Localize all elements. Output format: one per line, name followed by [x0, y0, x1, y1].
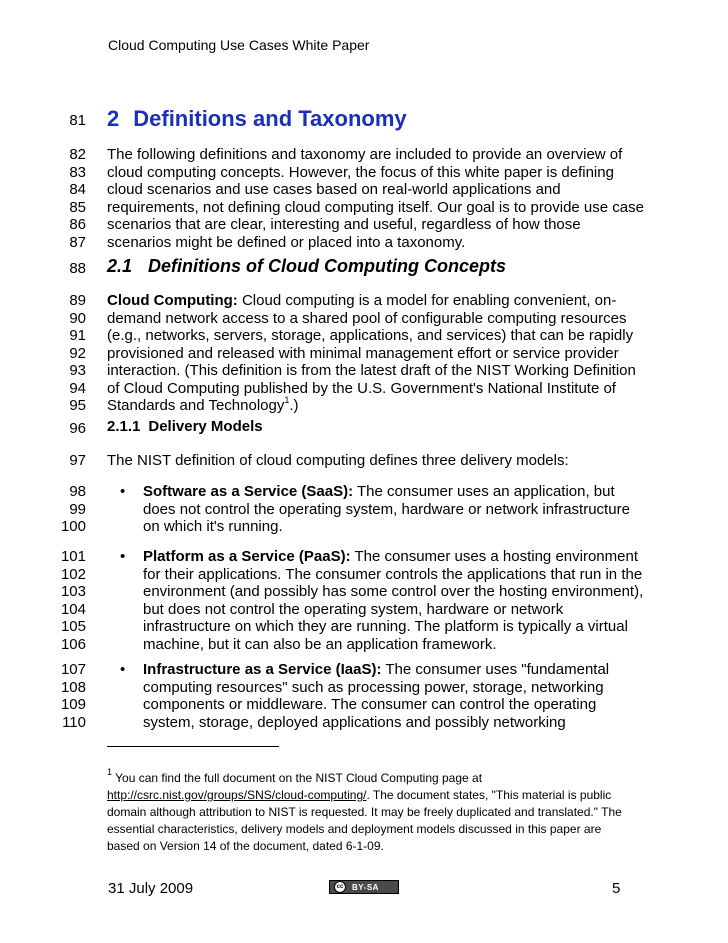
text-line: interaction. (This definition is from the latest draft of the NIST Working Definition	[107, 362, 636, 379]
line-number: 91	[69, 327, 86, 344]
line-number: 93	[69, 362, 86, 379]
line-number: 108	[60, 678, 86, 696]
bullet-text: The consumer uses "fundamental	[381, 661, 610, 678]
text-line: on which it's running.	[143, 518, 283, 535]
line-number: 82	[69, 146, 86, 163]
line-number: 109	[60, 696, 86, 713]
line-number: 95	[69, 397, 86, 414]
subsubsection-title: Delivery Models	[148, 418, 263, 435]
footer-date: 31 July 2009	[108, 880, 194, 897]
section-title: Definitions and Taxonomy	[133, 106, 407, 131]
line-number: 87	[69, 233, 86, 251]
line-number: 107	[60, 661, 86, 678]
footnote-line: based on Version 14 of the document, dated 6-1-09.	[107, 839, 384, 853]
text-line: infrastructure on which they are running. The platform is typically a virtual	[143, 618, 628, 635]
section-number: 2	[107, 106, 120, 131]
line-number: 81	[69, 112, 86, 129]
bullet-term: Infrastructure as a Service (IaaS):	[143, 661, 382, 678]
line-number: 102	[60, 565, 86, 583]
line-number: 89	[69, 292, 86, 309]
text-line: does not control the operating system, hardware or network infrastructure	[143, 500, 630, 518]
bullet-term: Platform as a Service (PaaS):	[143, 548, 351, 565]
line-number: 103	[60, 583, 86, 600]
license-text: BY-SA	[352, 882, 379, 892]
definition-text: Cloud computing is a model for enabling convenient, on-	[237, 292, 617, 309]
page-number: 5	[612, 880, 621, 897]
bullet-term: Software as a Service (SaaS):	[143, 483, 354, 500]
text-line: components or middleware. The consumer can control the operating	[143, 696, 597, 713]
running-header: Cloud Computing Use Cases White Paper	[108, 37, 370, 53]
delivery-intro: The NIST definition of cloud computing defines three delivery models:	[107, 452, 569, 469]
bullet-text: The consumer uses a hosting environment	[350, 548, 638, 565]
text-line: of Cloud Computing published by the U.S. Government's National Institute of	[107, 379, 616, 397]
line-number: 98	[69, 483, 86, 500]
footnote-mark: 1	[107, 767, 113, 777]
text-line: (e.g., networks, servers, storage, applications, and services) that can be rapidly	[107, 327, 634, 344]
footnote-reference[interactable]: 1	[284, 395, 290, 405]
text-line: environment (and possibly has some control over the hosting environment),	[143, 583, 644, 600]
line-number: 104	[60, 600, 86, 618]
text-line: demand network access to a shared pool of configurable computing resources	[107, 309, 627, 327]
footnote-line: essential characteristics, delivery models and deployment models discussed in this paper are	[107, 822, 602, 836]
line-number: 96	[69, 420, 86, 437]
text-line	[143, 661, 609, 679]
subsubsection-heading	[107, 418, 263, 435]
subsection-heading	[107, 256, 506, 277]
line-number: 105	[60, 618, 86, 635]
text-line: but does not control the operating system, hardware or network	[143, 600, 564, 618]
line-number: 101	[60, 548, 86, 565]
footnote-text: You can find the full document on the NIST Cloud Computing page at	[112, 771, 483, 785]
text-line	[107, 397, 299, 415]
line-number: 110	[62, 713, 86, 731]
text-line: machine, but it can also be an application framework.	[143, 635, 497, 653]
nist-link[interactable]: http://csrc.nist.gov/groups/SNS/cloud-computing/	[107, 788, 367, 802]
text-line	[107, 292, 616, 310]
text-line: system, storage, deployed applications and possibly networking	[143, 713, 566, 731]
text-line: provisioned and released with minimal management effort or service provider	[107, 344, 619, 362]
line-number: 97	[69, 452, 86, 469]
text-line: requirements, not defining cloud computing itself. Our goal is to provide use case	[107, 198, 644, 216]
footnote-separator	[107, 746, 279, 747]
subsection-title: Definitions of Cloud Computing Concepts	[148, 256, 506, 276]
footnote-text: . The document states, "This material is public	[366, 788, 612, 802]
line-number: 85	[69, 198, 86, 216]
text-line: scenarios that are clear, interesting and useful, regardless of how those	[107, 216, 581, 233]
definition-text: .)	[289, 397, 299, 414]
line-number: 92	[69, 344, 86, 362]
line-number: 106	[60, 635, 86, 653]
line-number: 90	[69, 309, 86, 327]
line-number: 88	[69, 260, 86, 277]
line-number: 100	[60, 518, 86, 535]
text-line: scenarios might be defined or placed into a taxonomy.	[107, 233, 466, 251]
subsection-number: 2.1	[107, 256, 133, 276]
definition-text: Standards and Technology	[107, 397, 285, 414]
footnote-line	[107, 787, 611, 804]
line-number: 84	[69, 181, 86, 198]
definition-term: Cloud Computing:	[107, 292, 238, 309]
text-line: cloud computing concepts. However, the focus of this white paper is defining	[107, 163, 614, 181]
text-line: computing resources" such as processing power, storage, networking	[143, 678, 604, 696]
text-line	[143, 548, 638, 566]
bullet-marker: •	[120, 661, 126, 678]
line-number: 99	[69, 500, 86, 518]
section-heading	[107, 106, 407, 132]
bullet-text: The consumer uses an application, but	[353, 483, 615, 500]
cc-license-badge	[329, 880, 399, 894]
line-number: 94	[69, 379, 86, 397]
bullet-marker: •	[120, 483, 126, 500]
text-line	[143, 483, 615, 501]
text-line: The following definitions and taxonomy are included to provide an overview of	[107, 146, 623, 163]
bullet-marker: •	[120, 548, 126, 565]
creative-commons-icon: cc	[334, 881, 346, 893]
text-line: cloud scenarios and use cases based on real-world applications and	[107, 181, 561, 198]
footnote-line: domain although attribution to NIST is requested. It may be freely duplicated and translated." The	[107, 805, 622, 819]
footnote-line	[107, 767, 483, 787]
subsubsection-number: 2.1.1	[107, 418, 141, 435]
text-line: for their applications. The consumer controls the applications that run in the	[143, 565, 643, 583]
line-number: 86	[69, 216, 86, 233]
line-number: 83	[69, 163, 86, 181]
